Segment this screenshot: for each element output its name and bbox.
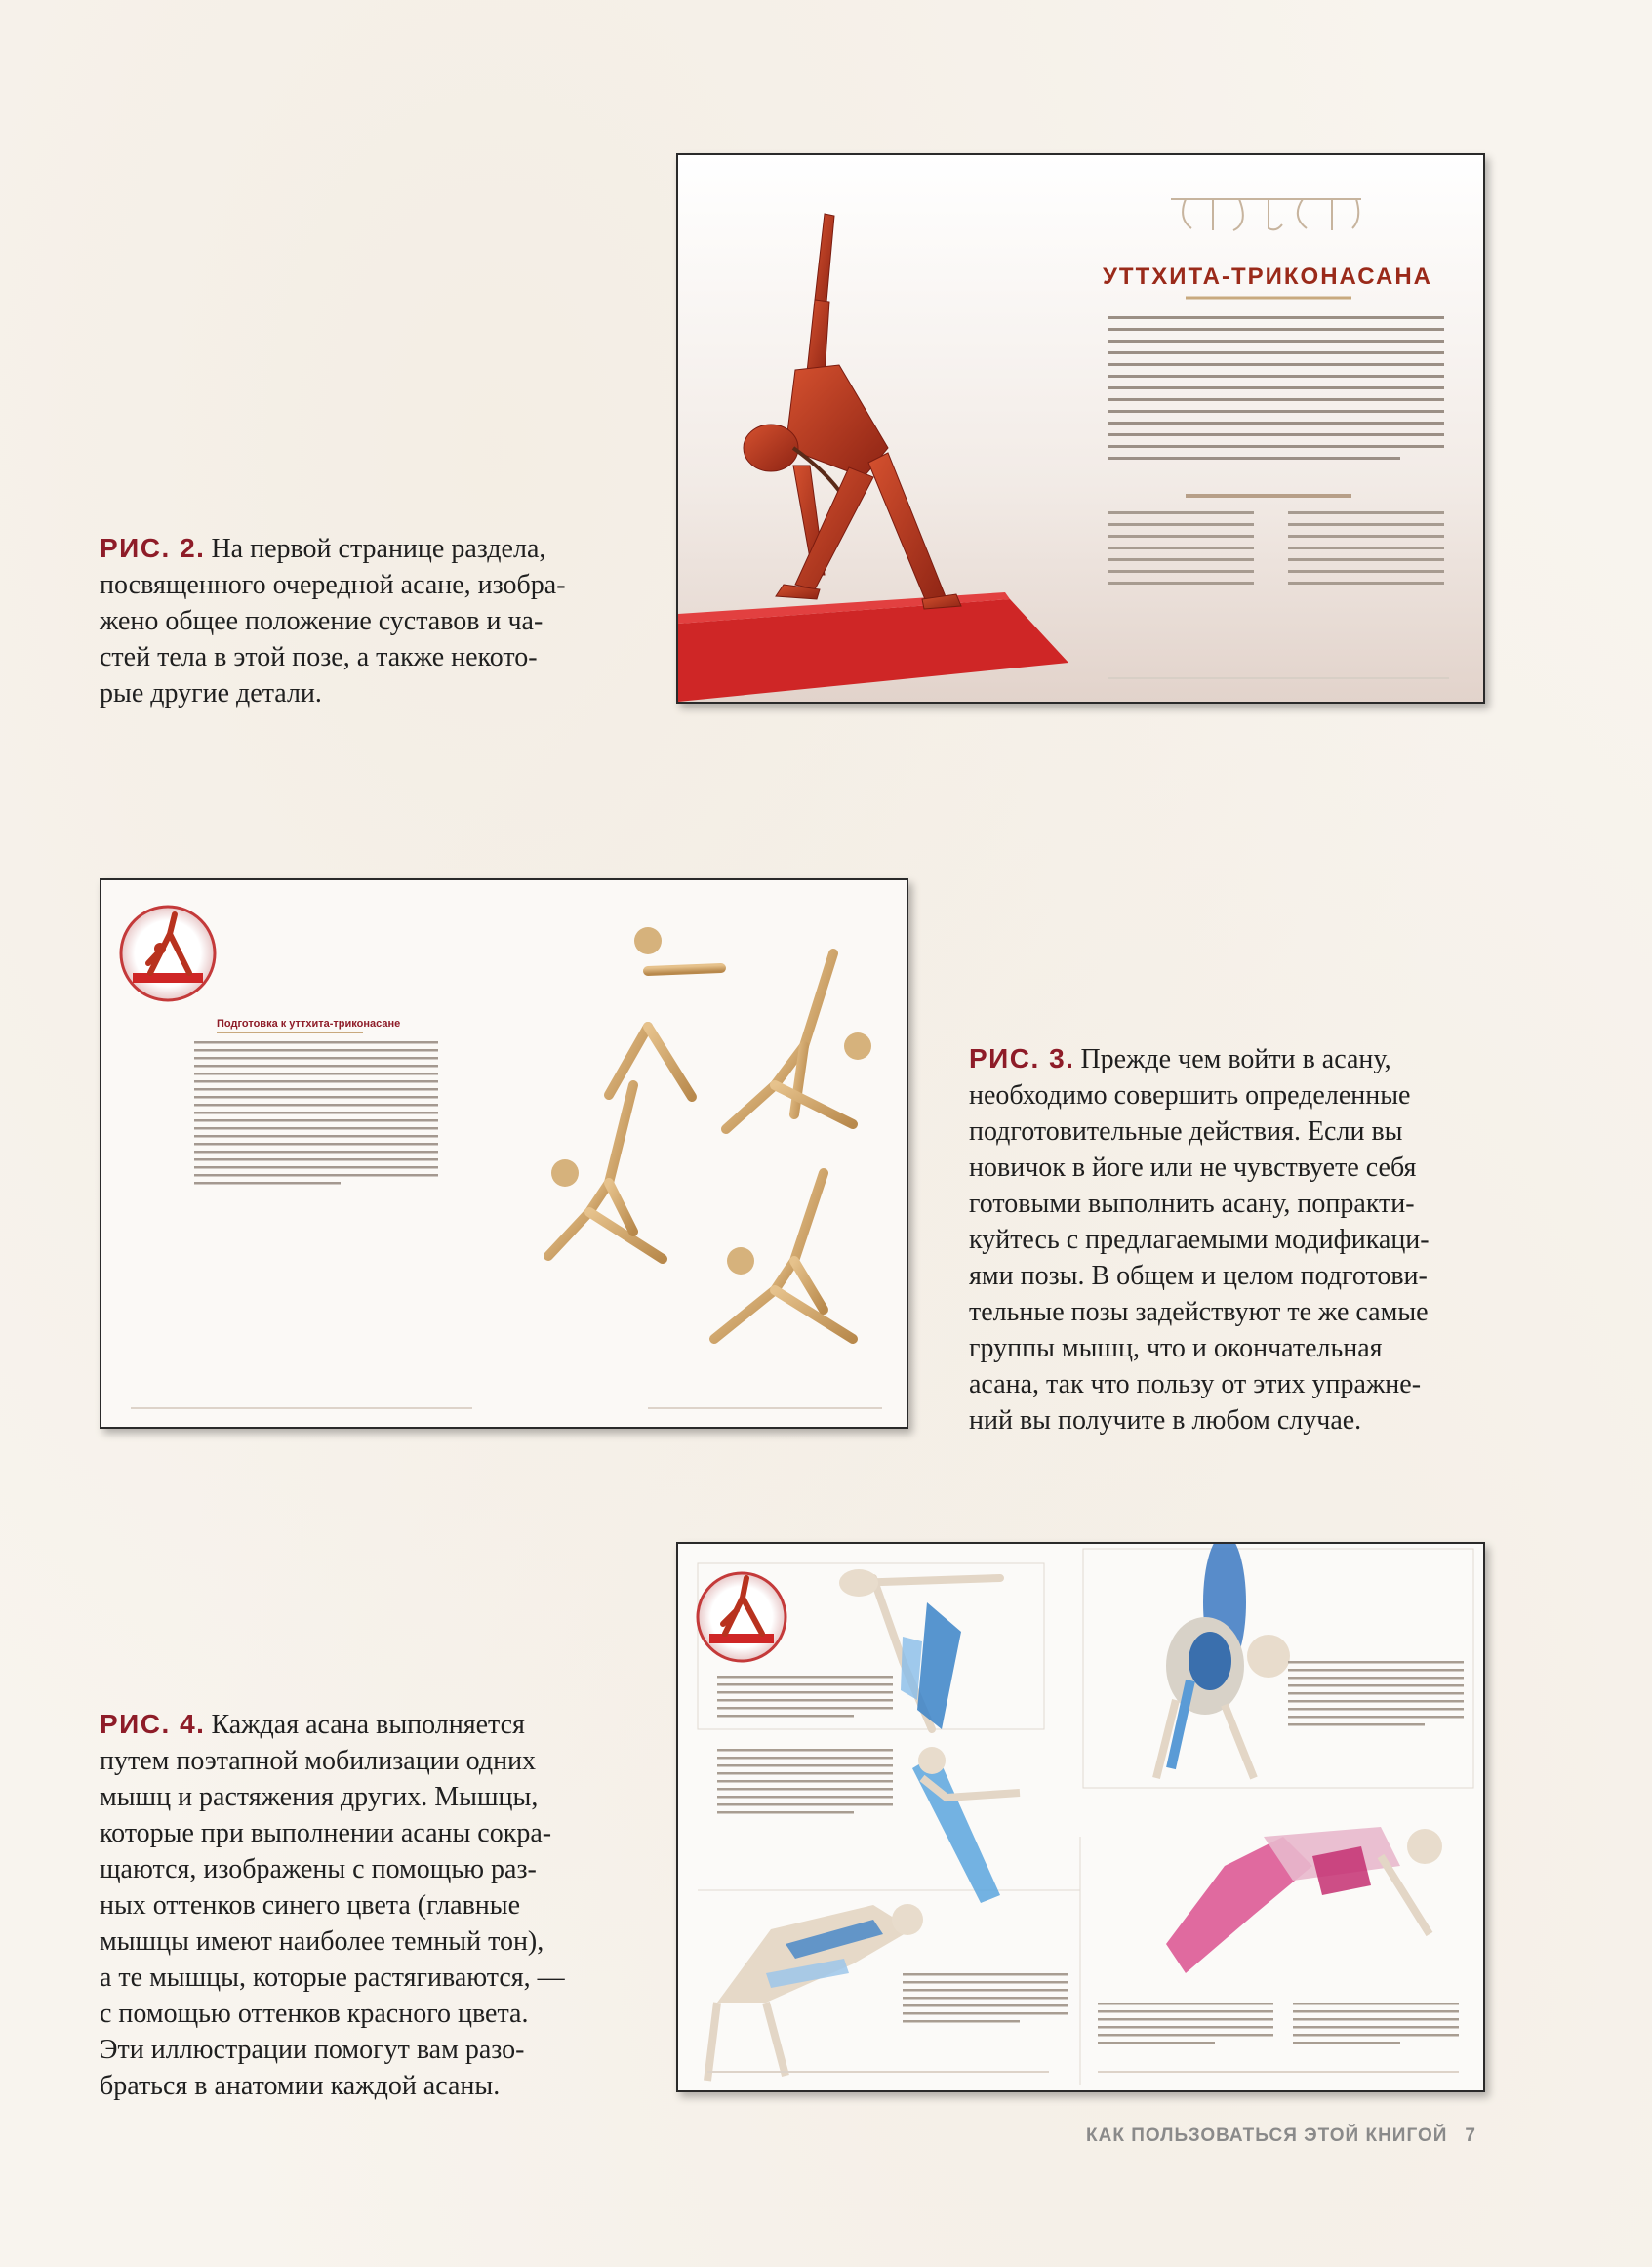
- figure-2-caption: [100, 530, 626, 711]
- figure-3-line-1: Прежде чем войти в асану,: [1080, 1044, 1391, 1074]
- figure-2-line-4: стей тела в этой позе, а также некото-: [100, 642, 538, 672]
- page-number: 7: [1465, 2125, 1476, 2146]
- figure-3-line-7: ями позы. В общем и целом подготови-: [969, 1261, 1428, 1291]
- running-title: КАК ПОЛЬЗОВАТЬСЯ ЭТОЙ КНИГОЙ: [1086, 2125, 1448, 2146]
- pose-badge: [698, 1573, 786, 1661]
- figure-4-line-8: а те мышцы, которые растягиваются, —: [100, 1963, 565, 1993]
- figure-2-line-5: рые другие детали.: [100, 678, 322, 708]
- figure-3-thumbnail: [100, 878, 908, 1429]
- figure-4-line-9: с помощью оттенков красного цвета.: [100, 1999, 529, 2029]
- figure-3-line-10: асана, так что пользу от этих упражне-: [969, 1369, 1422, 1399]
- running-footer: [1086, 2125, 1476, 2147]
- figure-3-illustration: [101, 880, 907, 1427]
- figure-4-line-4: которые при выполнении асаны сокра-: [100, 1818, 552, 1848]
- figure-2-label: РИС. 2.: [100, 533, 206, 563]
- preparation-title: Подготовка к уттхита-триконасане: [217, 1018, 401, 1030]
- pose-badge: [121, 907, 215, 1000]
- figure-3-line-3: подготовительные действия. Если вы: [969, 1116, 1403, 1147]
- figure-4-line-11: браться в анатомии каждой асаны.: [100, 2071, 501, 2101]
- figure-4-line-6: ных оттенков синего цвета (главные: [100, 1890, 521, 1921]
- figure-4-line-1: Каждая асана выполняется: [211, 1710, 525, 1740]
- figure-2-illustration: [678, 155, 1483, 702]
- figure-3-label: РИС. 3.: [969, 1043, 1075, 1073]
- figure-4-label: РИС. 4.: [100, 1709, 206, 1739]
- figure-2-thumbnail: [676, 153, 1485, 704]
- figure-3-line-4: новичок в йоге или не чувствуете себя: [969, 1153, 1417, 1183]
- figure-3-line-6: куйтесь с предлагаемыми модификаци-: [969, 1225, 1430, 1255]
- figure-3-line-2: необходимо совершить определенные: [969, 1080, 1411, 1111]
- figure-4-illustration: [678, 1544, 1483, 2090]
- figure-3-line-11: ний вы получите в любом случае.: [969, 1405, 1362, 1436]
- figure-2-line-2: посвященного очередной асане, изобра-: [100, 570, 566, 600]
- figure-4-thumbnail: [676, 1542, 1485, 2092]
- figure-4-caption: [100, 1706, 646, 2104]
- figure-4-line-10: Эти иллюстрации помогут вам разо-: [100, 2035, 525, 2065]
- thumbnail-title: УТТХИТА-ТРИКОНАСАНА: [1102, 263, 1433, 290]
- figure-3-caption: [969, 1040, 1554, 1438]
- figure-4-line-5: щаются, изображены с помощью раз-: [100, 1854, 537, 1884]
- figure-4-line-7: мышцы имеют наиболее темный тон),: [100, 1926, 544, 1957]
- figure-2-line-3: жено общее положение суставов и ча-: [100, 606, 544, 636]
- figure-4-line-3: мышц и растяжения других. Мышцы,: [100, 1782, 539, 1812]
- figure-3-line-9: группы мышц, что и окончательная: [969, 1333, 1383, 1363]
- figure-4-line-2: путем поэтапной мобилизации одних: [100, 1746, 537, 1776]
- figure-3-line-5: готовыми выполнить асану, попракти-: [969, 1189, 1415, 1219]
- figure-2-line-1: На первой странице раздела,: [211, 534, 546, 564]
- figure-3-line-8: тельные позы задействуют те же самые: [969, 1297, 1429, 1327]
